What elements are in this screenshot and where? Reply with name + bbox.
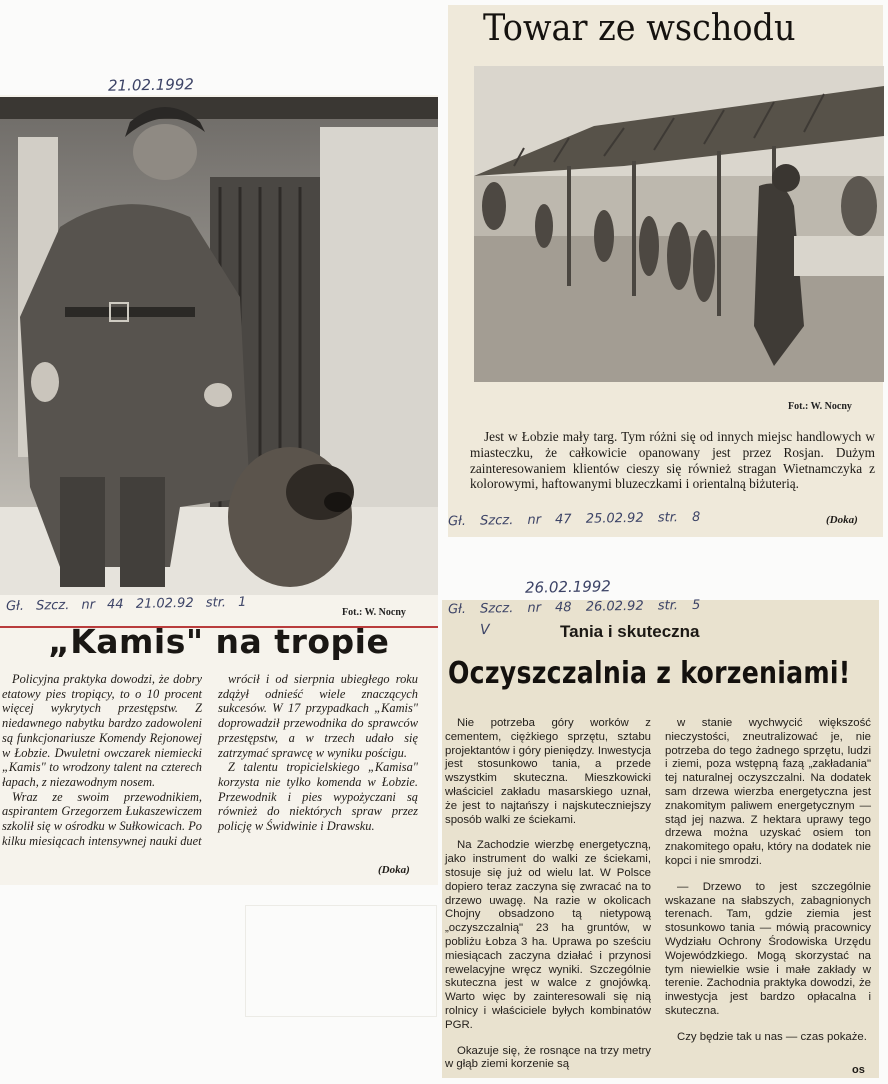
photo-policeman-with-dog-image (0, 97, 438, 595)
article-oczyszczalnia-column-1 (445, 717, 651, 1084)
article-paragraph: Wraz ze swoim przewodnikiem, aspirantem Grzegorzem Łukaszewiczem szkolił się w ośrodku w Sułkowicach. Po kilku miesiącach intensywnej nauki duet (2, 789, 202, 848)
scan-bleed-through (245, 905, 437, 1017)
handwritten-source-oczyszczalnia: Gł. Szcz. nr 48 26.02.92 str. 5 (447, 597, 701, 618)
headline-kamis: „Kamis" na tropie (48, 622, 390, 661)
handwritten-date-kamis: 21.02.1992 (107, 75, 195, 95)
article-paragraph: Na Zachodzie wierzbę energetyczną, jako instrument do walki ze ściekami, stosuje się już od wielu lat. W Polsce dopiero teraz zaczyna się zwracać na to drzewo uwagę. Na razie w okolicach Chojny obsadzono tą nietypową „oczyszczalnią" 23 ha gruntów, w pobliżu Łobza 3 ha. Uprawa po sześciu miesiącach zaczyna działać i przynosi rewelacyjne wręcz wyniki. Szczególnie skuteczna jest w walce z gnojówką. Warto więc by zainteresowali się nią rolnicy i właściciele byłych kombinatów PGR. (445, 839, 651, 1031)
handwritten-tick: V (479, 621, 490, 639)
handwritten-date-oczyszczalnia: 26.02.1992 (524, 577, 612, 597)
article-paragraph: Czy będzie tak u nas — czas pokaże. (677, 1030, 867, 1043)
article-oczyszczalnia-column-2 (665, 717, 871, 1057)
article-kamis-column-1 (2, 672, 202, 848)
signature-towar: (Doka) (826, 514, 858, 526)
signature-oczyszczalnia: os (852, 1064, 865, 1076)
photo-policeman-with-dog (0, 97, 438, 595)
photo-market-stalls (474, 66, 884, 382)
article-paragraph: Z talentu tropicielskiego „Kamisa" korzysta nie tylko komenda w Łobzie. Przewodnik i pies wypożyczani są również do niektórych spraw przez policję w Świdwinie i Drawsku. (218, 760, 418, 834)
headline-towar: Towar ze wschodu (483, 8, 796, 49)
article-paragraph: Policyjna praktyka dowodzi, że dobry etatowy pies tropiący, to o 10 procent więcej wykrytych przestępstw. Z niedawnego nabytku bardzo zadowoleni są funkcjonariusze Komendy Rejonowej w Łobzie. Dwuletni owczarek niemiecki „Kamis" to wrodzony talent na czterech łapach, z niezawodnym nosem. (2, 672, 202, 789)
photo-market-stalls-image (474, 66, 884, 382)
photo-credit-towar: Fot.: W. Nocny (788, 401, 852, 412)
handwritten-source-kamis: Gł. Szcz. nr 44 21.02.92 str. 1 (5, 594, 247, 615)
handwritten-source-towar: Gł. Szcz. nr 47 25.02.92 str. 8 (447, 509, 701, 530)
photo-credit-kamis: Fot.: W. Nocny (342, 607, 406, 618)
article-paragraph: Okazuje się, że rosnące na trzy metry w głąb ziemi korzenie są (445, 1044, 651, 1071)
headline-oczyszczalnia: Oczyszczalnia z korzeniami! (448, 656, 851, 691)
article-paragraph: w stanie wychwycić większość nieczystości, zneutralizować je, nie potrzeba do tego żadnego sprzętu, ludzi i ziemi, poza wstępną fazą „zakładania" tej naturalnej oczyszczalni. Na dodatek sam drzewa wierzba energetyczna jest znakomitym paliwem energetycznym — stąd jej nazwa. Z hektara uprawy tego drzewa można uzyskać osiem ton znakomitego opału, który na dodatek nie kopci i nie smrodzi. (665, 717, 871, 867)
kicker-oczyszczalnia: Tania i skuteczna (560, 622, 700, 641)
signature-kamis: (Doka) (378, 864, 410, 876)
article-kamis-column-2 (218, 672, 418, 834)
caption-towar: Jest w Łobzie mały targ. Tym różni się od innych miejsc handlowych w miasteczku, że całkowicie opanowany jest przez Rosjan. Dużym zainteresowaniem klientów cieszy się również stragan Wietnamczyka z kolorowymi, haftowanymi bluzeczkami i orientalną biżuterią. (470, 429, 875, 492)
article-paragraph: Nie potrzeba góry worków z cementem, ciężkiego sprzętu, sztabu projektantów i góry pieniędzy. Inwestycja jest stosunkowo tania, a przede wszystkim skuteczna. Mieszkowicki właściciel zakładu masarskiego uznał, że jest to najtańszy i najskuteczniejszy sposób walki ze ściekami. (445, 717, 651, 826)
article-paragraph: — Drzewo to jest szczególnie wskazane na słabszych, zabagnionych terenach. Tam, gdzie ziemia jest stosunkowo tania — mówią pracownicy Wydziału Ochrony Środowiska Urzędu Wojewódzkiego. Mogą skorzystać na tym niewielkie wsie i małe zakłady w terenie. Zachodnia praktyka dowodzi, że inwestycja jest bardzo opłacalna i skuteczna. (665, 880, 871, 1017)
article-paragraph: wrócił i od sierpnia ubiegłego roku zdążył odnieść wiele znaczących sukcesów. W 17 przypadkach „Kamis" doprowadził przewodnika do sprawców przestępstw, a w trzech udało się zatrzymać sprawcę w wyniku pościgu. (218, 672, 418, 760)
